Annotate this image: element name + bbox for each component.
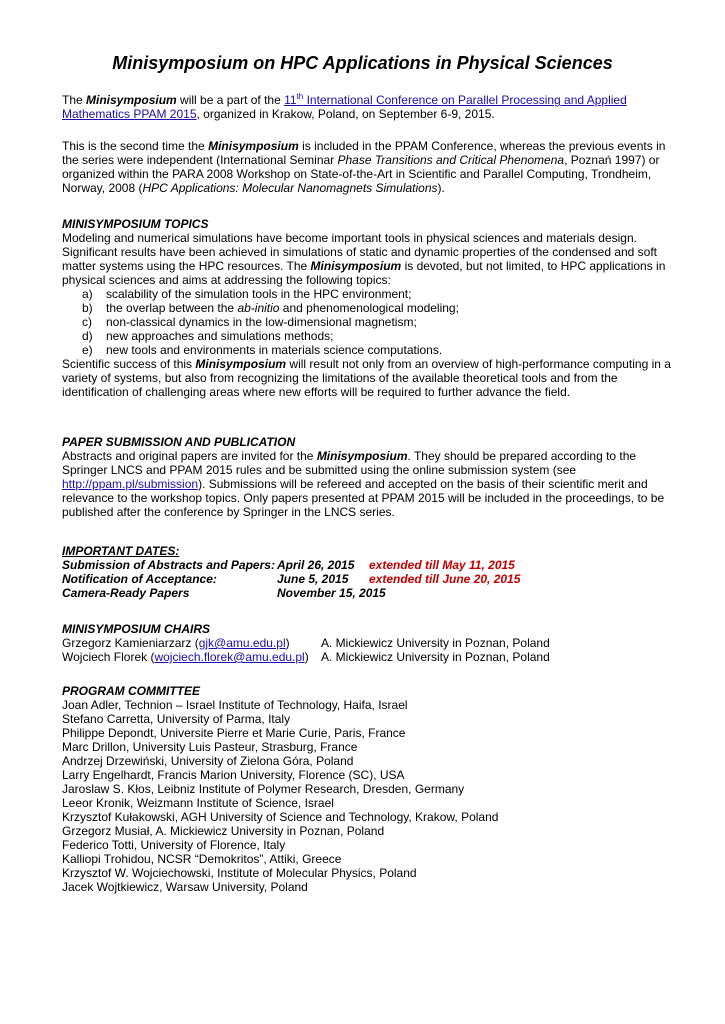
committee-member: Krzysztof W. Wojciechowski, Institute of Molecular Physics, Poland xyxy=(62,866,417,880)
minisymposium-term: Minisymposium xyxy=(86,93,177,107)
committee-member: Stefano Carretta, University of Parma, Italy xyxy=(62,712,291,726)
chairs-section xyxy=(62,622,672,664)
topics-closing-paragraph: Scientific success of this Minisymposium will result not only from an overview of high-performance computing in a variety of systems, but also from recognizing the limitations of the available theoretical tools and from the identification of challenging areas where new efforts will be required to further advance the field. xyxy=(62,357,671,399)
minisymposium-term: Minisymposium xyxy=(316,449,408,463)
committee-member: Philippe Depondt, Universite Pierre et Marie Curie, Paris, France xyxy=(62,726,406,740)
submission-link[interactable]: http://ppam.pl/submission xyxy=(62,477,199,491)
committee-section xyxy=(62,684,672,894)
minisymposium-term: Minisymposium xyxy=(310,259,402,273)
intro-paragraph-1: The Minisymposium will be a part of the 11th International Conference on Parallel Processing and Applied Mathematics PPAM 2015, organized in Krakow, Poland, on September 6-9, 2015. xyxy=(62,92,627,121)
list-item: c) non-classical dynamics in the low-dimensional magnetism; xyxy=(82,315,417,329)
list-item: e) new tools and environments in materials science computations. xyxy=(82,343,443,357)
committee-member: Kalliopi Trohidou, NCSR “Demokritos”, Attiki, Greece xyxy=(62,852,342,866)
chairs-heading: MINISYMPOSIUM CHAIRS xyxy=(62,622,211,636)
committee-member: Jacek Wojtkiewicz, Warsaw University, Poland xyxy=(62,880,308,894)
list-item: a) scalability of the simulation tools in the HPC environment; xyxy=(82,287,412,301)
committee-member: Jaroslaw S. Kłos, Leibniz Institute of Polymer Research, Dresden, Germany xyxy=(62,782,465,796)
list-item: d) new approaches and simulations methods; xyxy=(82,329,334,343)
date-row: Notification of Acceptance: June 5, 2015 extended till June 20, 2015 xyxy=(62,572,521,586)
important-dates-section xyxy=(62,544,672,600)
committee-member: Marc Drillon, University Luis Pasteur, Strasburg, France xyxy=(62,740,358,754)
email-link[interactable]: gjk@amu.edu.pl xyxy=(198,636,286,650)
submission-heading: PAPER SUBMISSION AND PUBLICATION xyxy=(62,435,296,449)
list-item: b) the overlap between the ab-initio and phenomenological modeling; xyxy=(82,301,459,315)
extended-date: extended till June 20, 2015 xyxy=(369,572,521,586)
ppam-conference-link[interactable]: 11th International Conference on Parallel Processing and Applied Mathematics PPAM 2015 xyxy=(62,92,627,121)
committee-member: Krzysztof Kułakowski, AGH University of Science and Technology, Krakow, Poland xyxy=(62,810,499,824)
chair-row: Wojciech Florek (wojciech.florek@amu.edu.pl) A. Mickiewicz University in Poznan, Poland xyxy=(62,650,550,664)
topics-section xyxy=(62,217,672,399)
minisymposium-term: Minisymposium xyxy=(195,357,287,371)
dates-heading: IMPORTANT DATES: xyxy=(62,544,180,558)
date-row: Submission of Abstracts and Papers: April 26, 2015 extended till May 11, 2015 xyxy=(62,558,515,572)
committee-member: Leeor Kronik, Weizmann Institute of Science, Israel xyxy=(62,796,334,810)
committee-member: Grzegorz Musiał, A. Mickiewicz University in Poznan, Poland xyxy=(62,824,385,838)
page-title: Minisymposium on HPC Applications in Physical Sciences xyxy=(112,53,613,73)
date-row: Camera-Ready Papers November 15, 2015 xyxy=(62,586,386,600)
email-link[interactable]: wojciech.florek@amu.edu.pl xyxy=(154,650,305,664)
committee-heading: PROGRAM COMMITTEE xyxy=(62,684,200,698)
committee-member: Joan Adler, Technion – Israel Institute of Technology, Haifa, Israel xyxy=(62,698,408,712)
topics-heading: MINISYMPOSIUM TOPICS xyxy=(62,217,209,231)
topics-list xyxy=(62,287,672,357)
minisymposium-term: Minisymposium xyxy=(208,139,299,153)
extended-date: extended till May 11, 2015 xyxy=(369,558,515,572)
topics-paragraph: Modeling and numerical simulations have become important tools in physical sciences and materials design. Significant results have been achieved in simulations of static and dynamic properties of the condensed and soft matter systems using the HPC resources. The Minisymposium is devoted, but not limited, to HPC applications in physical sciences and aims at addressing the following topics: xyxy=(62,231,666,287)
intro-paragraph-2: This is the second time the Minisymposium is included in the PPAM Conference, whereas the previous events in the series were independent (International Seminar Phase Transitions and Critical Phenomena, Poznań 1997) or organized within the PARA 2008 Workshop on State-of-the-Art in Scientific and Parallel Computing, Trondheim, Norway, 2008 (HPC Applications: Molecular Nanomagnets Simulations). xyxy=(62,139,666,195)
submission-section xyxy=(62,435,672,519)
committee-member: Andrzej Drzewiński, University of Zielona Góra, Poland xyxy=(62,754,354,768)
committee-member: Larry Engelhardt, Francis Marion University, Florence (SC), USA xyxy=(62,768,405,782)
submission-paragraph: Abstracts and original papers are invited for the Minisymposium. They should be prepared according to the Springer LNCS and PPAM 2015 rules and be submitted using the online submission system (see http://ppam.pl/submission). Submissions will be refereed and accepted on the basis of their scientific merit and relevance to the workshop topics. Only papers presented at PPAM 2015 will be included in the proceedings, to be published after the conference by Springer in the LNCS series. xyxy=(62,449,665,519)
chair-row: Grzegorz Kamieniarzarz (gjk@amu.edu.pl) A. Mickiewicz University in Poznan, Poland xyxy=(62,636,550,650)
committee-member: Federico Totti, University of Florence, Italy xyxy=(62,838,286,852)
